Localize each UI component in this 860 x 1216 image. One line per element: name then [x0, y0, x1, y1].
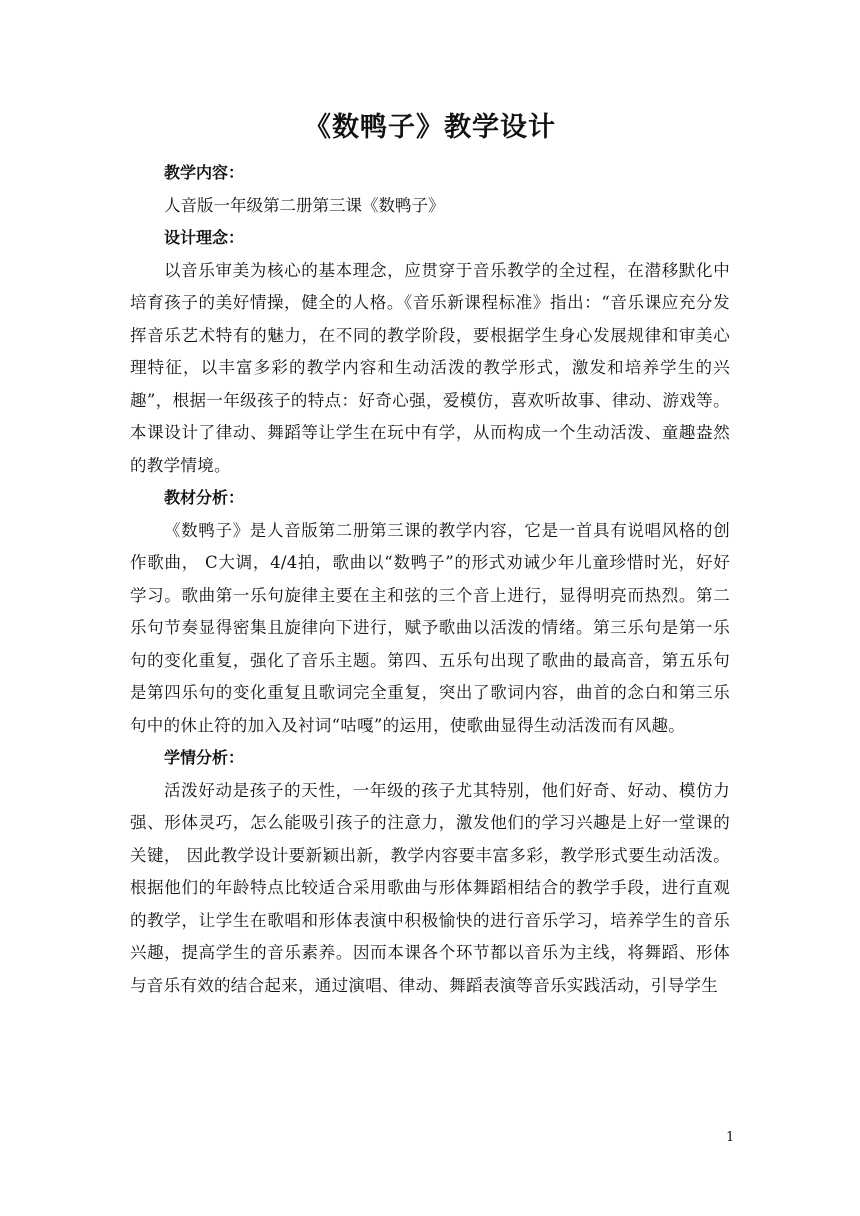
- concept-paragraph: 以音乐审美为核心的基本理念，应贯穿于音乐教学的全过程，在潜移默化中培育孩子的美好情操，健全的人格。《音乐新课程标准》指出：“音乐课应充分发挥音乐艺术特有的魅力，在不同的教学阶段，要根据学生身心发展规律和审美心理特征，以丰富多彩的教学内容和生动活泼的教学形式，激发和培养学生的兴趣”，根据一年级孩子的特点：好奇心强，爱模仿，喜欢听故事、律动、游戏等。本课设计了律动、舞蹈等让学生在玩中有学，从而构成一个生动活泼、童趣盎然的教学情境。: [130, 260, 730, 475]
- document-title: 《数鸭子》教学设计: [304, 112, 556, 143]
- page-number: 1: [726, 1130, 735, 1145]
- section-heading-content: 教学内容：: [164, 163, 245, 182]
- section-heading-material: 教材分析：: [164, 488, 245, 507]
- section-heading-concept: 设计理念：: [164, 228, 245, 247]
- material-paragraph: 《数鸭子》是人音版第二册第三课的教学内容，它是一首具有说唱风格的创作歌曲， C大调，4/4拍，歌曲以“数鸭子”的形式劝诫少年儿童珍惜时光，好好学习。歌曲第一乐句旋律主要在主和弦的三个音上进行，显得明亮而热烈。第二乐句节奏显得密集且旋律向下进行，赋予歌曲以活泼的情绪。第三乐句是第一乐句的变化重复，强化了音乐主题。第四、五乐句出现了歌曲的最高音，第五乐句是第四乐句的变化重复且歌词完全重复，突出了歌词内容，曲首的念白和第三乐句中的休止符的加入及衬词“咕嘎”的运用，使歌曲显得生动活泼而有风趣。: [130, 520, 730, 735]
- section-heading-students: 学情分析：: [164, 748, 245, 767]
- document-body: [130, 157, 730, 1002]
- students-paragraph: 活泼好动是孩子的天性，一年级的孩子尤其特别，他们好奇、好动、模仿力强、形体灵巧，怎么能吸引孩子的注意力，激发他们的学习兴趣是上好一堂课的关键， 因此教学设计要新颖出新，教学内容要丰富多彩，教学形式要生动活泼。根据他们的年龄特点比较适合采用歌曲与形体舞蹈相结合的教学手段，进行直观的教学，让学生在歌唱和形体表演中积极愉快的进行音乐学习，培养学生的音乐兴趣，提高学生的音乐素养。因而本课各个环节都以音乐为主线，将舞蹈、形体与音乐有效的结合起来，通过演唱、律动、舞蹈表演等音乐实践活动，引导学生: [130, 780, 730, 995]
- content-text: 人音版一年级第二册第三课《数鸭子》: [164, 195, 445, 215]
